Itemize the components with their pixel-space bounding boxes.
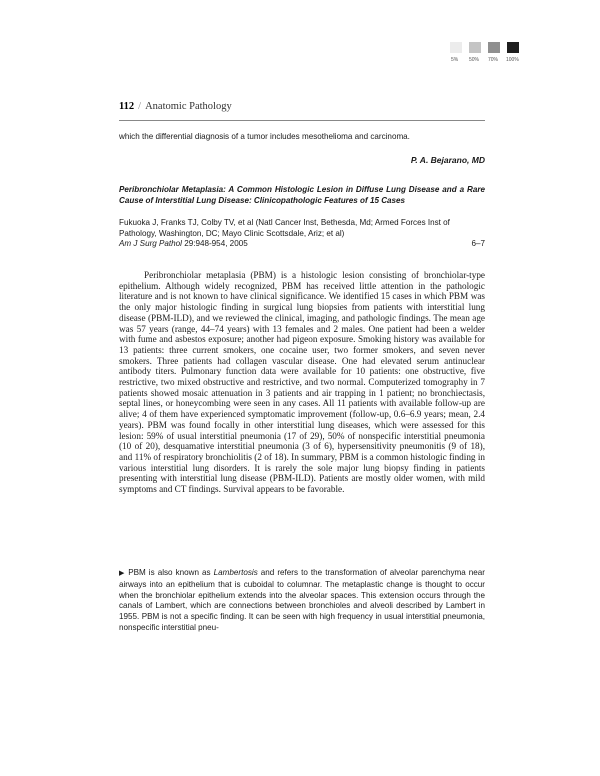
comment-emphasis: Lambertosis — [213, 568, 258, 577]
swatch-label-100: 100% — [506, 57, 519, 63]
swatch-label-5: 5% — [451, 57, 459, 63]
journal-name: Am J Surg Pathol — [119, 239, 182, 249]
article-title: Peribronchiolar Metaplasia: A Common Histologic Lesion in Diffuse Lung Disease and a Rare Cause of Interstitial Lung Disease: Clinicopathologic Features of 15 Cases — [119, 185, 485, 205]
comment-text-before: PBM is also known as — [128, 568, 214, 577]
comment-text-after: and refers to the transformation of alveolar parenchyma near airways into an epithelium that is cuboidal to columnar. The metaplastic change is thought to occur when the bronchiolar epithelium extends into the alveolar spaces. This extension occurs through the canals of Lambert, which are connections between bronchioles and alveoli described by Lambert in 1955. PBM is not a specific finding. It can be seen with high frequency in usual interstitial pneumonia, nonspecific interstitial pneu- — [119, 568, 486, 632]
running-header — [119, 101, 232, 112]
header-separator: / — [138, 101, 142, 112]
article-abstract: Peribronchiolar metaplasia (PBM) is a histologic lesion consisting of bronchiolar-type epithelium. Although widely recognized, PBM has received little attention in the pathologic literature and is not known to have clinical significance. We identified 15 cases in which PBM was the only major histologic finding in surgical lung biopsies from patients with interstitial lung disease (PBM-ILD), and we reviewed the clinical, imaging, and pathologic findings. The mean age was 57 years (range, 44–74 years) with 13 females and 2 males. One patient had been a welder with fume and asbestos exposure; another had pigeon exposure. Smoking history was available for 13 patients: three current smokers, one cocaine user, two former smokers, and seven never smokers. Three patients had collagen vascular disease. One had elevated serum antinuclear antibody titers. Pulmonary function data were available for 10 patients: one obstructive, five restrictive, two mixed obstructive and restrictive, and two normal. Computerized tomography in 7 patients showed mosaic attenuation in 3 patients and air trapping in 1 patient; no bronchiectasis, septal lines, or honeycombing were seen in any cases. All 11 patients with available follow-up are alive; 4 of them have experienced symptomatic improvement (follow-up, 0.6–6.9 years; mean, 2.4 years). PBM was found focally in other interstitial lung diseases, which were assessed for this lesion: 59% of usual interstitial pneumonia (17 of 29), 50% of nonspecific interstitial pneumonia (10 of 20), desquamative interstitial pneumonia (3 of 6), hypersensitivity pneumonitis (9 of 18), and 11% of respiratory bronchiolitis (2 of 18). In summary, PBM is a common histologic finding in various interstitial lung disorders. It is rarely the sole major lung biopsy finding in patients presenting with interstitial lung disease (PBM-ILD). Patients are mostly older women, with mild symptoms and CT findings. Survival appears to be favorable. — [119, 270, 485, 495]
previous-article-author: P. A. Bejarano, MD — [410, 155, 485, 165]
journal-ref: 29:948-954, 2005 — [184, 239, 248, 249]
article-citation — [119, 218, 485, 250]
previous-article-text: which the differential diagnosis of a tumor includes mesothelioma and carcinoma. — [119, 132, 410, 141]
swatch-5 — [450, 42, 462, 53]
comment-marker-icon: ▶ — [119, 570, 126, 577]
header-rule — [119, 120, 485, 121]
page-number: 112 — [119, 101, 135, 112]
reference-number: 6–7 — [471, 239, 485, 249]
swatch-50 — [469, 42, 481, 53]
commentary — [119, 568, 485, 634]
swatch-100 — [507, 42, 519, 53]
swatch-label-50: 50% — [469, 57, 480, 63]
citation-authors: Fukuoka J, Franks TJ, Colby TV, et al (Natl Cancer Inst, Bethesda, Md; Armed Forces Inst of Pathology, Washington, DC; Mayo Clinic Scottsdale, Ariz; et al) — [119, 218, 450, 238]
swatch-label-70: 70% — [488, 57, 499, 63]
journal-line — [119, 239, 485, 250]
swatch-70 — [488, 42, 500, 53]
section-title: Anatomic Pathology — [145, 101, 232, 112]
